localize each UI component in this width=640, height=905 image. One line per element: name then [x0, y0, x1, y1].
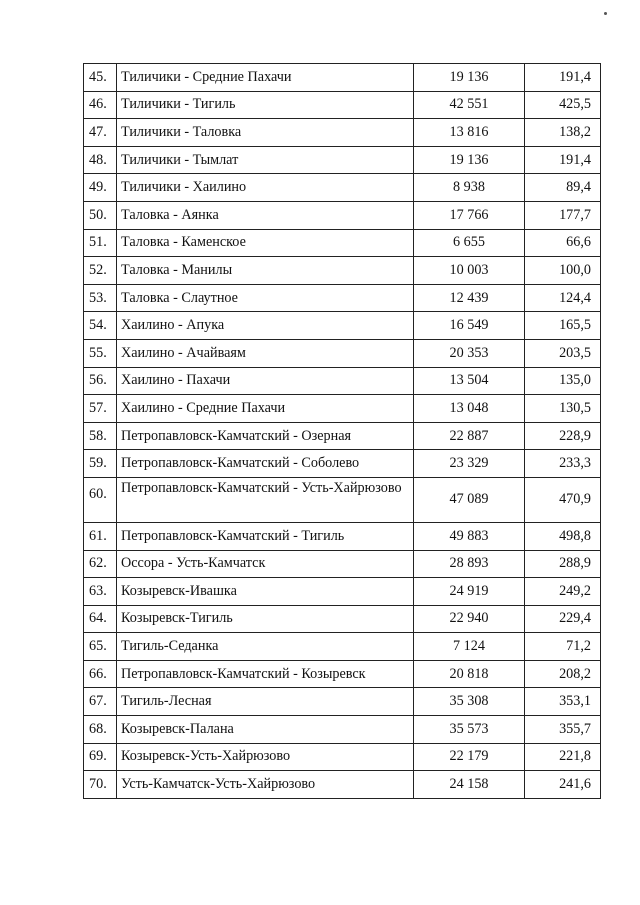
table-row — [84, 395, 601, 423]
amount-value: 425,5 — [525, 91, 601, 119]
distance-value: 13 048 — [414, 395, 525, 423]
table-row — [84, 367, 601, 395]
table-row — [84, 64, 601, 92]
route-name: Козыревск-Палана — [117, 716, 414, 744]
table-row — [84, 660, 601, 688]
amount-value: 229,4 — [525, 605, 601, 633]
distance-value: 28 893 — [414, 550, 525, 578]
route-name: Тиличики - Тигиль — [117, 91, 414, 119]
amount-value: 71,2 — [525, 633, 601, 661]
distance-value: 24 158 — [414, 771, 525, 799]
table-row — [84, 422, 601, 450]
amount-value: 203,5 — [525, 339, 601, 367]
route-name: Козыревск-Ивашка — [117, 578, 414, 606]
amount-value: 124,4 — [525, 284, 601, 312]
row-number: 64. — [84, 605, 117, 633]
table-row — [84, 339, 601, 367]
row-number: 61. — [84, 522, 117, 550]
amount-value: 165,5 — [525, 312, 601, 340]
amount-value: 249,2 — [525, 578, 601, 606]
amount-value: 177,7 — [525, 201, 601, 229]
table-row — [84, 146, 601, 174]
route-name: Козыревск-Тигиль — [117, 605, 414, 633]
route-name: Хаилино - Средние Пахачи — [117, 395, 414, 423]
table-row — [84, 257, 601, 285]
route-name: Козыревск-Усть-Хайрюзово — [117, 743, 414, 771]
table-row — [84, 477, 601, 522]
amount-value: 498,8 — [525, 522, 601, 550]
table-row — [84, 771, 601, 799]
route-name: Тиличики - Хаилино — [117, 174, 414, 202]
table-row — [84, 312, 601, 340]
amount-value: 191,4 — [525, 146, 601, 174]
amount-value: 355,7 — [525, 716, 601, 744]
route-name: Тигиль-Лесная — [117, 688, 414, 716]
row-number: 49. — [84, 174, 117, 202]
row-number: 66. — [84, 660, 117, 688]
table-row — [84, 688, 601, 716]
distance-value: 42 551 — [414, 91, 525, 119]
table-row — [84, 522, 601, 550]
table-row — [84, 91, 601, 119]
table-row — [84, 716, 601, 744]
route-name: Таловка - Аянка — [117, 201, 414, 229]
route-name: Хаилино - Апука — [117, 312, 414, 340]
amount-value: 228,9 — [525, 422, 601, 450]
amount-value: 135,0 — [525, 367, 601, 395]
amount-value: 470,9 — [525, 477, 601, 522]
route-name: Петропавловск-Камчатский - Соболево — [117, 450, 414, 478]
distance-value: 16 549 — [414, 312, 525, 340]
row-number: 70. — [84, 771, 117, 799]
distance-value: 22 940 — [414, 605, 525, 633]
distance-value: 35 573 — [414, 716, 525, 744]
row-number: 55. — [84, 339, 117, 367]
amount-value: 191,4 — [525, 64, 601, 92]
distance-value: 22 887 — [414, 422, 525, 450]
table-row — [84, 550, 601, 578]
route-name: Таловка - Манилы — [117, 257, 414, 285]
route-name: Оссора - Усть-Камчатск — [117, 550, 414, 578]
distance-value: 49 883 — [414, 522, 525, 550]
distance-value: 35 308 — [414, 688, 525, 716]
distance-value: 10 003 — [414, 257, 525, 285]
distance-value: 17 766 — [414, 201, 525, 229]
route-name: Петропавловск-Камчатский - Тигиль — [117, 522, 414, 550]
row-number: 69. — [84, 743, 117, 771]
row-number: 50. — [84, 201, 117, 229]
distance-value: 20 818 — [414, 660, 525, 688]
distance-value: 47 089 — [414, 477, 525, 522]
row-number: 45. — [84, 64, 117, 92]
routes-table — [83, 63, 601, 799]
distance-value: 19 136 — [414, 146, 525, 174]
row-number: 56. — [84, 367, 117, 395]
distance-value: 7 124 — [414, 633, 525, 661]
row-number: 48. — [84, 146, 117, 174]
row-number: 65. — [84, 633, 117, 661]
distance-value: 13 816 — [414, 119, 525, 147]
route-name: Таловка - Слаутное — [117, 284, 414, 312]
row-number: 58. — [84, 422, 117, 450]
amount-value: 130,5 — [525, 395, 601, 423]
route-name: Хаилино - Ачайваям — [117, 339, 414, 367]
amount-value: 288,9 — [525, 550, 601, 578]
route-name: Петропавловск-Камчатский - Озерная — [117, 422, 414, 450]
table-row — [84, 450, 601, 478]
routes-table-body — [84, 64, 601, 799]
amount-value: 138,2 — [525, 119, 601, 147]
table-row — [84, 743, 601, 771]
route-name: Тиличики - Тымлат — [117, 146, 414, 174]
route-name: Петропавловск-Камчатский - Усть-Хайрюзово — [117, 477, 414, 522]
amount-value: 221,8 — [525, 743, 601, 771]
row-number: 52. — [84, 257, 117, 285]
distance-value: 6 655 — [414, 229, 525, 257]
row-number: 46. — [84, 91, 117, 119]
amount-value: 66,6 — [525, 229, 601, 257]
table-row — [84, 119, 601, 147]
row-number: 68. — [84, 716, 117, 744]
distance-value: 12 439 — [414, 284, 525, 312]
distance-value: 22 179 — [414, 743, 525, 771]
distance-value: 13 504 — [414, 367, 525, 395]
row-number: 57. — [84, 395, 117, 423]
amount-value: 353,1 — [525, 688, 601, 716]
route-name: Тиличики - Таловка — [117, 119, 414, 147]
table-row — [84, 174, 601, 202]
table-row — [84, 578, 601, 606]
distance-value: 23 329 — [414, 450, 525, 478]
amount-value: 100,0 — [525, 257, 601, 285]
amount-value: 208,2 — [525, 660, 601, 688]
amount-value: 233,3 — [525, 450, 601, 478]
distance-value: 19 136 — [414, 64, 525, 92]
table-row — [84, 605, 601, 633]
row-number: 59. — [84, 450, 117, 478]
row-number: 54. — [84, 312, 117, 340]
page-corner-mark — [604, 12, 607, 15]
table-row — [84, 229, 601, 257]
distance-value: 20 353 — [414, 339, 525, 367]
table-row — [84, 201, 601, 229]
route-name: Таловка - Каменское — [117, 229, 414, 257]
route-name: Тиличики - Средние Пахачи — [117, 64, 414, 92]
distance-value: 24 919 — [414, 578, 525, 606]
route-name: Усть-Камчатск-Усть-Хайрюзово — [117, 771, 414, 799]
route-name: Хаилино - Пахачи — [117, 367, 414, 395]
row-number: 60. — [84, 477, 117, 522]
row-number: 62. — [84, 550, 117, 578]
route-name: Петропавловск-Камчатский - Козыревск — [117, 660, 414, 688]
row-number: 53. — [84, 284, 117, 312]
table-row — [84, 284, 601, 312]
table-row — [84, 633, 601, 661]
row-number: 63. — [84, 578, 117, 606]
amount-value: 241,6 — [525, 771, 601, 799]
distance-value: 8 938 — [414, 174, 525, 202]
amount-value: 89,4 — [525, 174, 601, 202]
row-number: 67. — [84, 688, 117, 716]
row-number: 47. — [84, 119, 117, 147]
row-number: 51. — [84, 229, 117, 257]
route-name: Тигиль-Седанка — [117, 633, 414, 661]
